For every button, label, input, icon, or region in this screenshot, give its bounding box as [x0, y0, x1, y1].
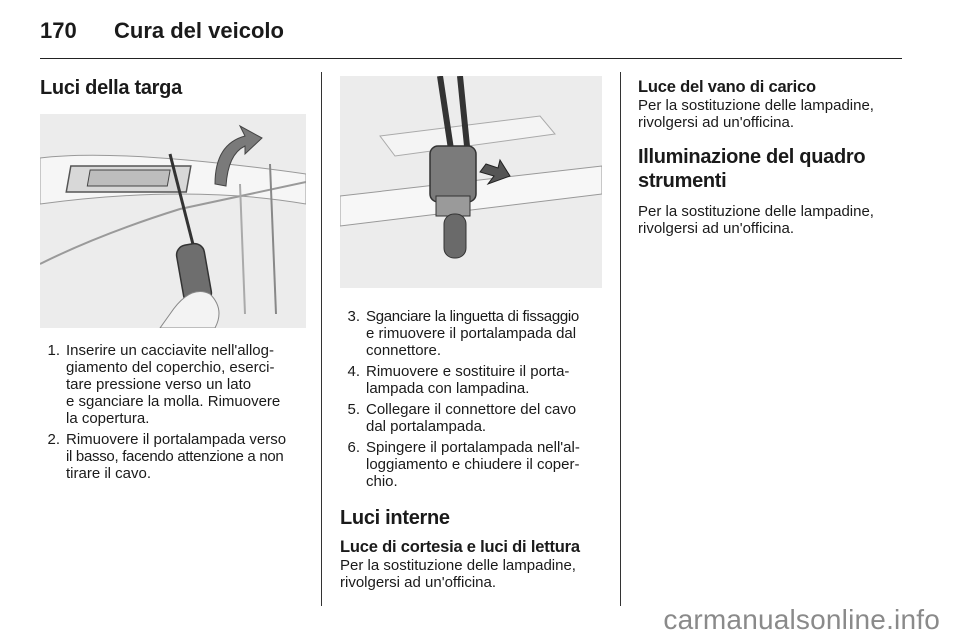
- subheading-courtesy-reading-lights: Luce di cortesia e luci di lettura: [340, 538, 580, 556]
- header-rule: [40, 58, 902, 59]
- column-divider: [321, 72, 322, 606]
- step-line: chio.: [366, 473, 398, 490]
- paragraph: [340, 557, 602, 591]
- column-3: [638, 72, 900, 237]
- list-item: [40, 431, 306, 482]
- column-2: [340, 72, 602, 591]
- heading-line: Illuminazione del quadro: [638, 146, 866, 168]
- steps-list-1: [40, 342, 306, 482]
- step-number: 3.: [347, 308, 360, 325]
- paragraph: [638, 97, 900, 131]
- step-text: [366, 401, 602, 435]
- step-line: e sganciare la molla. Rimuovere: [66, 393, 281, 410]
- screwdriver-illustration: [40, 114, 306, 328]
- step-line: dal portalampada.: [366, 418, 487, 435]
- step-line: e rimuovere il portalampada dal: [366, 325, 577, 342]
- step-number: 1.: [47, 342, 60, 359]
- section-heading-license-plate-lights: Luci della targa: [40, 77, 182, 99]
- text-line: rivolgersi ad un'officina.: [638, 114, 795, 131]
- step-line: Sganciare la linguetta di fissaggio: [366, 308, 579, 325]
- list-item: [40, 342, 306, 427]
- text-line: Per la sostituzione delle lampadine,: [638, 203, 874, 220]
- step-line: la copertura.: [66, 410, 150, 427]
- step-text: [66, 342, 306, 427]
- paragraph: [638, 203, 900, 237]
- step-line: lampada con lampadina.: [366, 380, 530, 397]
- step-line: Rimuovere il portalampada verso: [66, 431, 287, 448]
- connector-illustration: [340, 76, 602, 288]
- step-line: Spingere il portalampada nell'al-: [366, 439, 580, 456]
- section-heading-interior-lights: Luci interne: [340, 507, 450, 529]
- step-line: giamento del coperchio, eserci-: [66, 359, 275, 376]
- page-header: [40, 18, 284, 44]
- step-line: loggiamento e chiudere il coper-: [366, 456, 580, 473]
- step-line: il basso, facendo attenzione a non: [66, 448, 284, 465]
- list-item: [340, 439, 602, 490]
- section-heading-instrument-panel-lighting: [638, 145, 900, 193]
- list-item: [340, 401, 602, 435]
- step-line: Collegare il connettore del cavo: [366, 401, 577, 418]
- column-1: [40, 72, 306, 486]
- text-line: rivolgersi ad un'officina.: [340, 574, 497, 591]
- text-line: rivolgersi ad un'officina.: [638, 220, 795, 237]
- illustration-license-plate-screwdriver: [40, 114, 306, 328]
- step-text: [366, 439, 602, 490]
- step-line: tare pressione verso un lato: [66, 376, 252, 393]
- step-text: [66, 431, 306, 482]
- step-text: [366, 308, 602, 359]
- step-text: [366, 363, 602, 397]
- subheading-cargo-area-light: Luce del vano di carico: [638, 78, 816, 96]
- step-number: 5.: [347, 401, 360, 418]
- step-number: 2.: [47, 431, 60, 448]
- heading-line: strumenti: [638, 170, 727, 192]
- steps-list-2: [340, 308, 602, 490]
- list-item: [340, 363, 602, 397]
- chapter-title: Cura del veicolo: [114, 18, 284, 43]
- step-line: Inserire un cacciavite nell'allog-: [66, 342, 274, 359]
- step-line: Rimuovere e sostituire il porta-: [366, 363, 570, 380]
- step-line: connettore.: [366, 342, 442, 359]
- step-number: 4.: [347, 363, 360, 380]
- page-number: 170: [40, 18, 77, 43]
- column-divider: [620, 72, 621, 606]
- watermark: carmanualsonline.info: [663, 604, 940, 635]
- list-item: [340, 308, 602, 359]
- illustration-bulb-holder-connector: [340, 76, 602, 288]
- step-number: 6.: [347, 439, 360, 456]
- text-line: Per la sostituzione delle lampadine,: [638, 97, 874, 114]
- step-line: tirare il cavo.: [66, 465, 152, 482]
- text-line: Per la sostituzione delle lampadine,: [340, 557, 576, 574]
